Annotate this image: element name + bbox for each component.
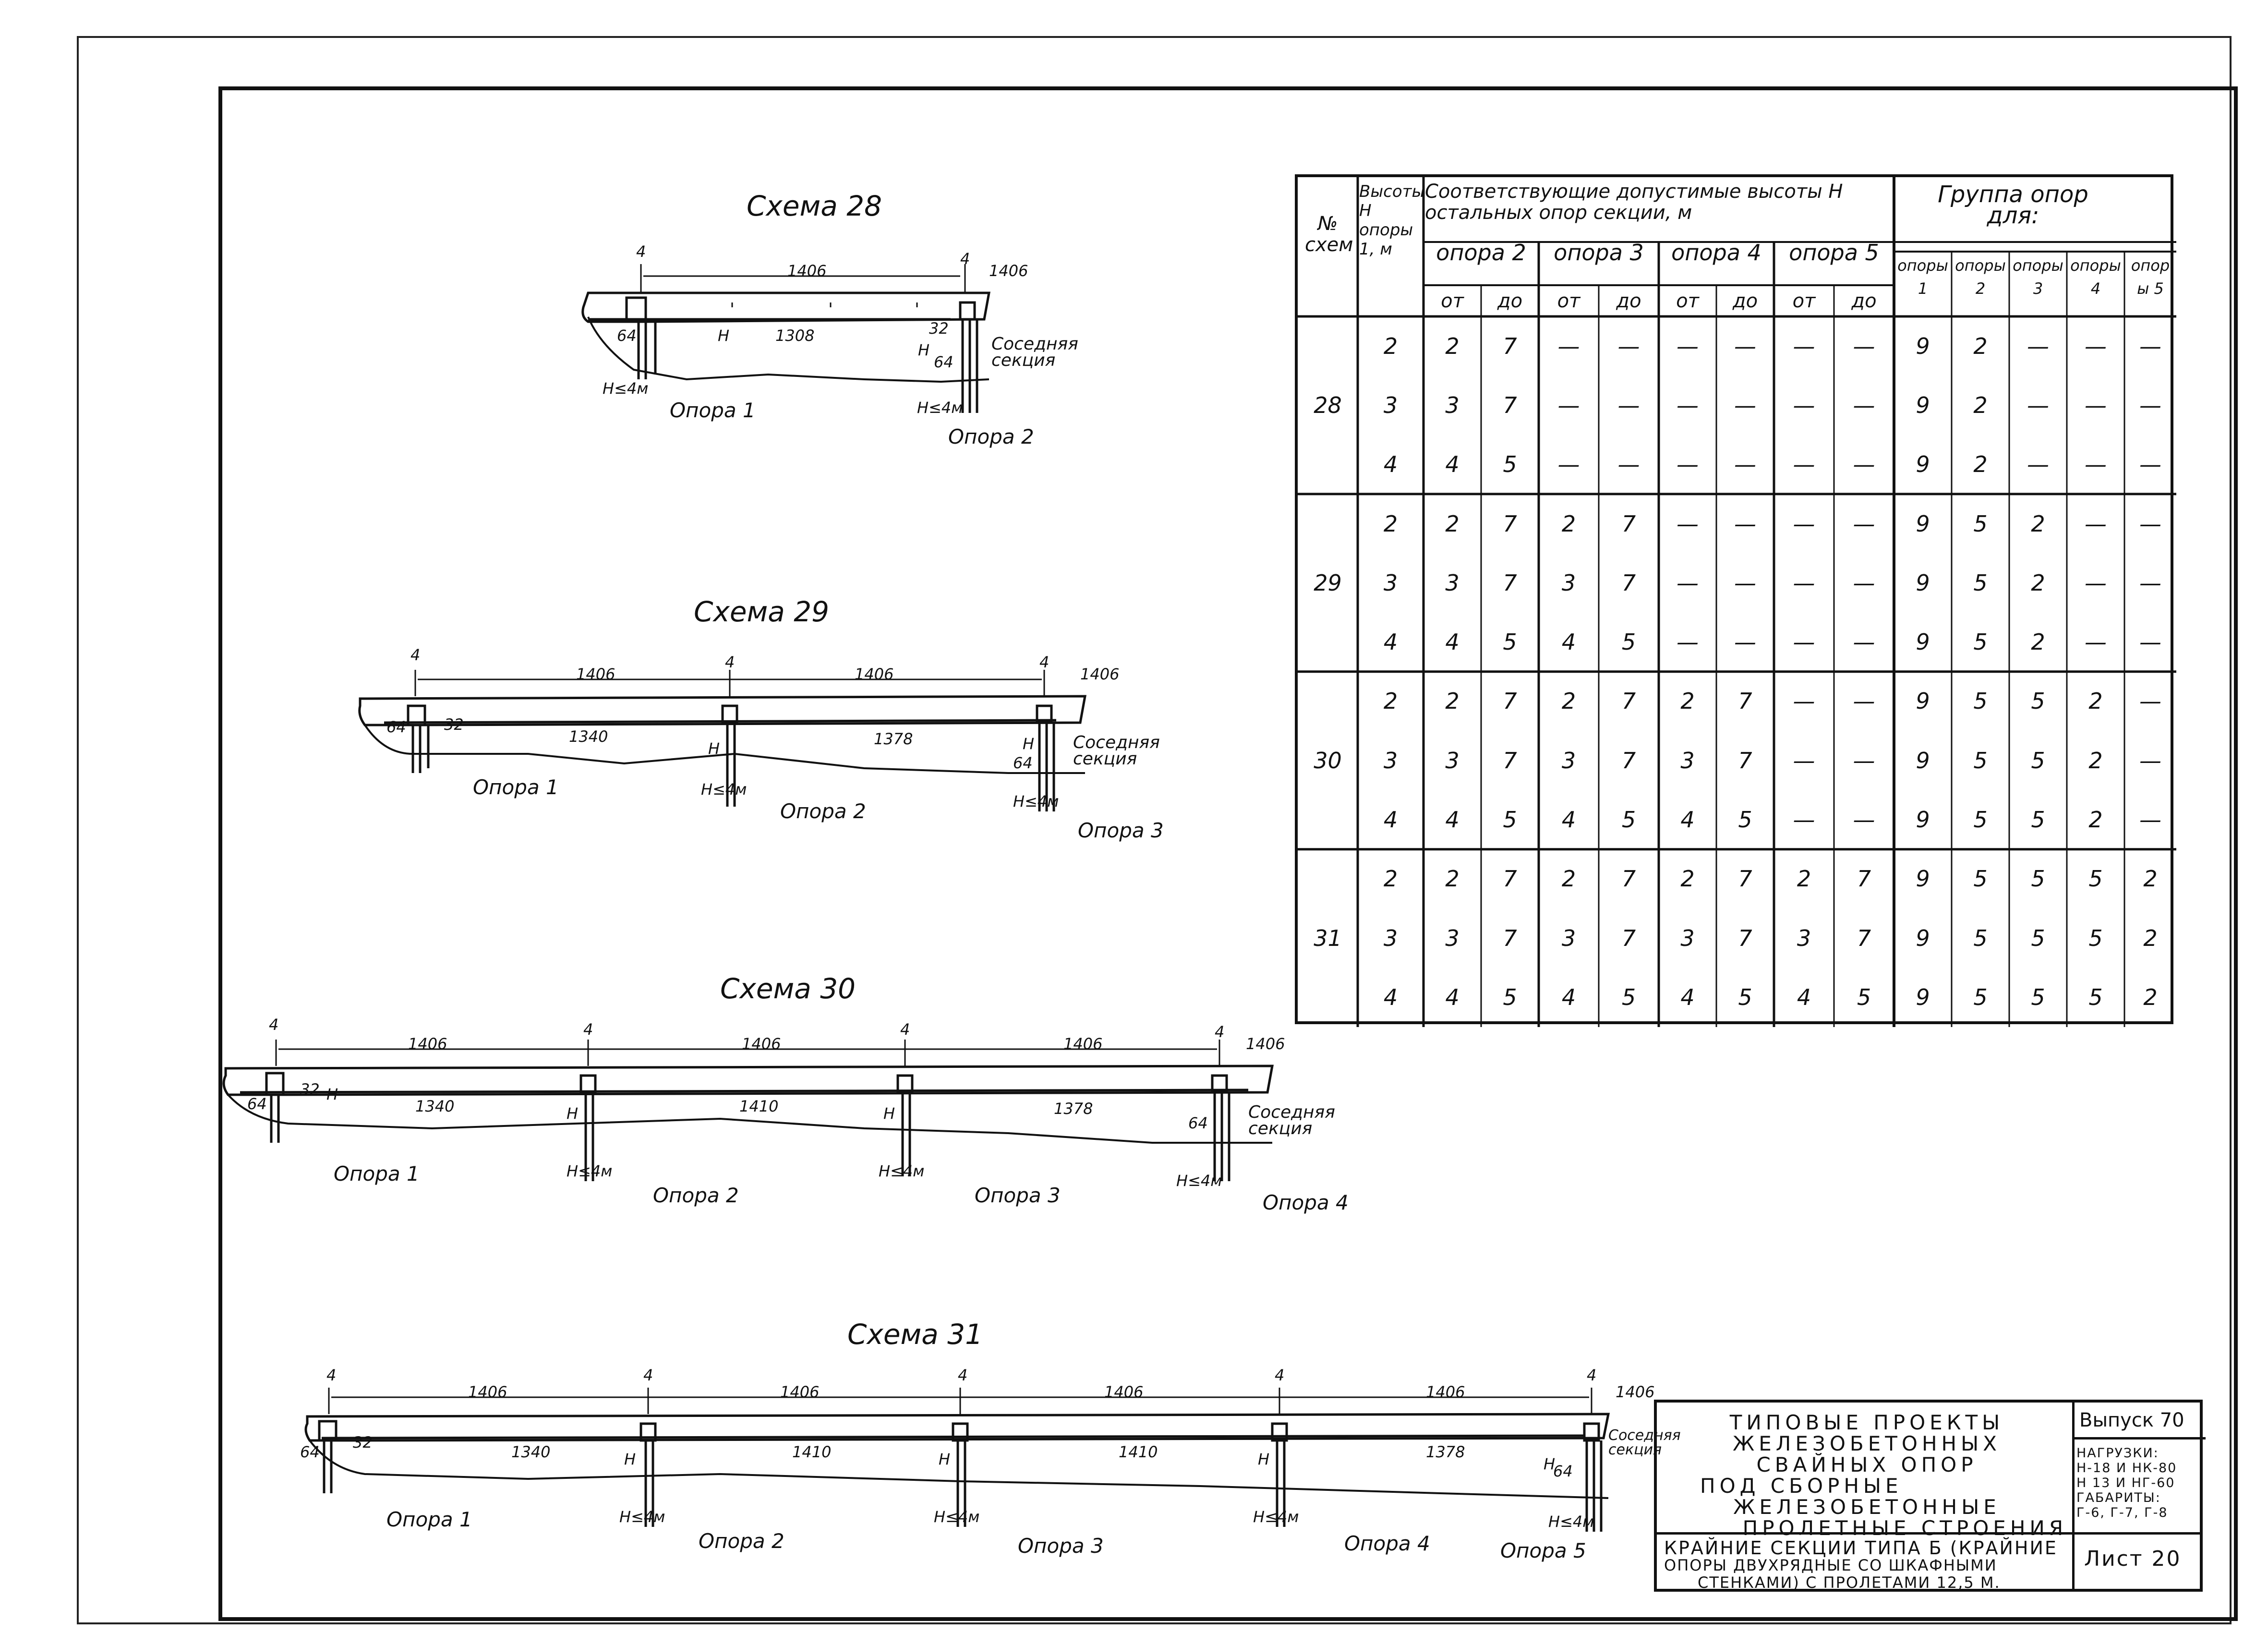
table-cell-value: 2 [1445,510,1460,537]
table-cell-height: 4 [1383,451,1398,478]
header-group-2: опоры 2 [1955,256,2006,298]
table-cell-value: — [1793,688,1815,714]
table-cell-group: 2 [2143,984,2158,1010]
table-cell-group: 2 [1973,333,1988,359]
table-cell-group: 5 [2088,984,2103,1010]
scheme-28-dim: 32 [929,319,949,338]
table-cell-value: 4 [1680,807,1695,833]
table-cell-value: 4 [1561,629,1576,655]
table-cell-group: — [2139,747,2161,774]
table-cell-value: 7 [1621,569,1636,596]
table-cell-value: 2 [1680,866,1695,892]
table-cell-value: — [1677,569,1699,596]
title-block [1654,1400,2203,1592]
scheme-31-dim: 1340 [511,1443,551,1461]
scheme-30-neighbor-label: Соседняя секция [1248,1102,1335,1138]
header-group-5: опоры 5 [2131,256,2170,298]
table-cell-value: 7 [1621,747,1636,774]
scheme-31-dim: 1410 [1119,1443,1158,1461]
subheader-ot: от [1441,290,1464,312]
table-cell-value: 5 [1503,807,1517,833]
table-cell-value: 3 [1797,925,1811,951]
table-cell-value: — [1617,451,1640,478]
table-cell-value: — [1734,451,1756,478]
header-opora3: опора 3 [1554,240,1644,266]
scheme-30-dim: 4 [583,1020,593,1039]
scheme-31-dim: 4 [643,1366,653,1384]
scheme-31-dim: H≤4м [1548,1512,1594,1531]
table-cell-group: 9 [1916,747,1930,774]
scheme-28-support-label: Опора 2 [948,425,1034,448]
table-cell-value: — [1853,392,1875,418]
stamp-loads: НАГРУЗКИ: Н-18 И НК-80 Н 13 И НГ-60 ГАБАРИТЫ: Г-6, Г-7, Г-8 [2076,1446,2177,1520]
table-cell-value: — [1734,510,1756,537]
table-cell-value: 3 [1561,569,1576,596]
scheme-31-dim: 1406 [780,1383,820,1401]
table-cell-value: — [1853,510,1875,537]
header-support-group: Группа опор для: [1938,181,2088,229]
scheme-31-dim: H [624,1450,636,1468]
table-cell-group: 2 [2143,866,2158,892]
scheme-30-support-label: Опора 2 [653,1184,739,1207]
table-cell-scheme: 29 [1314,569,1342,596]
scheme-31-dim: 1406 [1104,1383,1144,1401]
scheme-28-dim: 1406 [787,262,827,280]
table-cell-group: — [2139,688,2161,714]
table-cell-value: — [1793,569,1815,596]
table-cell-value: 7 [1738,925,1752,951]
table-cell-group: — [2085,629,2107,655]
table-cell-value: 4 [1561,984,1576,1010]
table-cell-value: 4 [1680,984,1695,1010]
table-cell-value: 7 [1738,866,1752,892]
scheme-31-dim: 4 [1587,1366,1597,1384]
table-cell-group: 5 [2031,866,2045,892]
table-cell-group: 9 [1916,866,1930,892]
scheme-29-dim: 64 [1013,754,1033,772]
scheme-31-dim: 1410 [792,1443,832,1461]
scheme-29-dim: 4 [410,646,421,664]
scheme-28-dim: 64 [934,353,953,371]
scheme-28-dim: 1308 [775,327,815,345]
subheader-do: до [1851,290,1877,312]
scheme-28-dim: 4 [960,250,970,268]
table-cell-value: 3 [1561,925,1576,951]
table-cell-group: 9 [1916,569,1930,596]
header-opora2: опора 2 [1436,240,1526,266]
table-cell-value: 7 [1503,392,1517,418]
table-cell-value: — [1793,392,1815,418]
table-cell-value: — [1793,629,1815,655]
table-cell-value: — [1677,392,1699,418]
table-cell-value: — [1677,510,1699,537]
table-cell-group: 5 [1973,984,1988,1010]
table-cell-value: — [1853,451,1875,478]
scheme-29-dim: 64 [386,718,406,736]
table-cell-height: 3 [1383,569,1398,596]
scheme-30-support-label: Опора 3 [975,1184,1061,1207]
table-cell-value: 2 [1445,688,1460,714]
table-cell-scheme: 28 [1314,392,1342,418]
scheme-28-dim: 64 [617,327,637,345]
table-cell-value: 5 [1738,807,1752,833]
heights-table [1295,174,2173,1024]
table-cell-value: 5 [1621,807,1636,833]
table-cell-group: 5 [1973,925,1988,951]
table-cell-height: 3 [1383,747,1398,774]
table-cell-value: 2 [1797,866,1811,892]
table-cell-group: — [2139,510,2161,537]
table-cell-group: 5 [2088,866,2103,892]
scheme-28-dim: H≤4м [917,399,963,417]
scheme-30-dim: 1410 [739,1097,779,1115]
table-cell-group: — [2085,392,2107,418]
scheme-29-dim: 4 [1039,653,1050,671]
table-cell-value: — [1853,747,1875,774]
scheme-30-dim: H [326,1085,338,1103]
table-cell-value: 5 [1621,984,1636,1010]
table-cell-group: — [2139,569,2161,596]
table-cell-value: — [1853,333,1875,359]
table-cell-value: 7 [1738,688,1752,714]
table-cell-value: 4 [1445,807,1460,833]
table-cell-group: 5 [2031,807,2045,833]
table-cell-group: 9 [1916,984,1930,1010]
table-cell-group: 5 [2031,984,2045,1010]
table-cell-group: 2 [2088,747,2103,774]
table-cell-value: — [1853,629,1875,655]
scheme-30-dim: H≤4м [879,1162,925,1180]
scheme-30-dim: 1406 [1246,1035,1285,1053]
scheme-30-support-label: Опора 4 [1263,1191,1349,1214]
scheme-30-dim: H≤4м [1176,1172,1222,1190]
table-cell-group: 2 [2143,925,2158,951]
scheme-28-support-label: Опора 1 [670,399,756,422]
table-cell-height: 3 [1383,925,1398,951]
table-cell-height: 2 [1383,510,1398,537]
table-cell-height: 2 [1383,688,1398,714]
scheme-31-dim: H [1544,1455,1556,1473]
table-cell-value: — [1853,688,1875,714]
table-cell-value: — [1677,451,1699,478]
table-cell-height: 2 [1383,866,1398,892]
header-heights-group: Соответствующие допустимые высоты H остальных опор секции, м [1425,181,1843,224]
table-cell-height: 4 [1383,629,1398,655]
table-cell-value: — [1734,392,1756,418]
scheme-29-dim: 32 [444,715,464,734]
table-cell-group: — [2139,629,2161,655]
table-cell-group: — [2027,392,2049,418]
stamp-issue: Выпуск 70 [2079,1409,2184,1431]
table-cell-value: 5 [1738,984,1752,1010]
scheme-29-neighbor-label: Соседняя секция [1073,733,1160,769]
table-cell-value: — [1793,747,1815,774]
table-cell-value: 7 [1503,333,1517,359]
table-cell-value: 4 [1797,984,1811,1010]
header-opora4: опора 4 [1671,240,1761,266]
scheme-29-dim: 1406 [576,665,615,683]
table-cell-value: 7 [1503,866,1517,892]
table-cell-value: — [1853,807,1875,833]
stamp-title: ТИПОВЫЕ ПРОЕКТЫ ЖЕЛЕЗОБЕТОННЫХ СВАЙНЫХ ОПОР ПОД СБОРНЫЕ ЖЕЛЕЗОБЕТОННЫЕ ПРОЛЕТНЫЕ СТРОЕНИЯ [1700,1411,2067,1540]
scheme-29-support-label: Опора 2 [780,799,866,823]
scheme-28-dim: H≤4м [603,379,649,398]
scheme-31-dim: 4 [958,1366,968,1384]
table-cell-value: — [1793,451,1815,478]
table-cell-value: 3 [1445,569,1460,596]
table-cell-value: 3 [1445,392,1460,418]
table-cell-group: 2 [2088,688,2103,714]
scheme-31-dim: H≤4м [619,1508,665,1526]
scheme-29-dim: 1378 [874,730,913,748]
scheme-30-dim: 1340 [415,1097,455,1115]
table-cell-group: 5 [1973,866,1988,892]
table-cell-group: 2 [2031,629,2045,655]
scheme-29-dim: 4 [725,653,735,671]
table-cell-value: 4 [1445,629,1460,655]
scheme-29-dim: H≤4м [1013,792,1059,810]
scheme-31-dim: H [939,1450,951,1468]
scheme-30-dim: 64 [1188,1114,1208,1132]
table-cell-value: 5 [1503,984,1517,1010]
table-cell-group: 9 [1916,510,1930,537]
header-group-4: опоры 4 [2070,256,2121,298]
scheme-28-dim: 4 [636,242,646,261]
table-cell-group: — [2085,451,2107,478]
scheme-30-dim: H≤4м [567,1162,613,1180]
table-cell-group: 9 [1916,333,1930,359]
table-cell-value: — [1557,392,1580,418]
table-cell-value: — [1734,569,1756,596]
scheme-29-dim: H [708,739,720,758]
header-group-1: опоры 1 [1897,256,1948,298]
table-cell-group: — [2085,333,2107,359]
table-cell-group: 5 [2031,747,2045,774]
table-cell-value: 7 [1857,866,1871,892]
table-cell-value: 2 [1445,866,1460,892]
scheme-30-dim: 1406 [742,1035,781,1053]
table-cell-value: 3 [1445,747,1460,774]
table-cell-value: 4 [1445,451,1460,478]
scheme-31-dim: 1406 [1426,1383,1465,1401]
table-cell-value: — [1617,333,1640,359]
table-cell-value: 7 [1621,925,1636,951]
table-cell-value: 5 [1857,984,1871,1010]
scheme-31-dim: H≤4м [934,1508,980,1526]
scheme-30-support-label: Опора 1 [334,1162,420,1185]
table-cell-scheme: 31 [1314,925,1342,951]
scheme-28-neighbor-label: Соседняя секция [991,334,1078,370]
scheme-31-dim: 64 [300,1443,320,1461]
table-cell-group: — [2139,807,2161,833]
table-cell-value: 3 [1445,925,1460,951]
scheme-28-dim: H [918,341,930,359]
scheme-31-support-label: Опора 5 [1500,1539,1586,1562]
scheme-31-dim: 64 [1553,1462,1573,1480]
table-cell-value: 7 [1503,510,1517,537]
table-cell-group: 5 [1973,688,1988,714]
table-cell-group: 9 [1916,392,1930,418]
scheme-30-dim: 32 [300,1080,320,1099]
scheme-31-dim: H [1258,1450,1270,1468]
scheme-28-dim: 1406 [989,262,1028,280]
scheme-31-dim: 4 [326,1366,337,1384]
header-scheme-no: № схем [1305,213,1353,256]
scheme-30-dim: 4 [1215,1023,1225,1041]
table-cell-value: 2 [1561,866,1576,892]
scheme-31-title: Схема 31 [847,1318,983,1351]
table-cell-group: 5 [2088,925,2103,951]
scheme-29-dim: 1406 [855,665,894,683]
header-height-h: Высоты H опоры 1, м [1359,182,1425,259]
table-cell-height: 4 [1383,984,1398,1010]
table-cell-height: 2 [1383,333,1398,359]
table-cell-group: — [2085,510,2107,537]
scheme-31-support-label: Опора 3 [1018,1534,1104,1558]
table-cell-value: — [1557,333,1580,359]
table-cell-group: — [2027,451,2049,478]
table-cell-value: 7 [1621,688,1636,714]
scheme-29-support-label: Опора 3 [1078,819,1164,842]
table-cell-group: 5 [2031,688,2045,714]
subheader-ot: от [1676,290,1699,312]
table-cell-group: 5 [1973,510,1988,537]
table-cell-group: 9 [1916,925,1930,951]
table-cell-group: — [2085,569,2107,596]
scheme-30-dim: 64 [247,1095,267,1113]
scheme-28-dim: H [718,327,730,345]
table-cell-height: 3 [1383,392,1398,418]
table-cell-group: 5 [1973,747,1988,774]
table-cell-value: 2 [1680,688,1695,714]
scheme-30-dim: 1378 [1054,1100,1093,1118]
subheader-do: до [1616,290,1641,312]
scheme-30-title: Схема 30 [720,972,856,1005]
scheme-31-dim: 1378 [1426,1443,1465,1461]
scheme-31-support-label: Опора 4 [1344,1532,1430,1555]
table-cell-group: — [2139,392,2161,418]
stamp-description: КРАЙНИЕ СЕКЦИИ ТИПА Б (КРАЙНИЕ ОПОРЫ ДВУХРЯДНЫЕ СО ШКАФНЫМИ СТЕНКАМИ) С ПРОЛЕТАМИ 12,5 М. [1664,1537,2058,1592]
table-cell-value: — [1734,333,1756,359]
table-cell-value: — [1557,451,1580,478]
scheme-31-dim: 32 [353,1433,373,1451]
table-cell-value: 7 [1621,866,1636,892]
table-cell-value: — [1677,333,1699,359]
scheme-30-dim: H [883,1104,895,1123]
scheme-31-dim: 4 [1275,1366,1285,1384]
table-cell-value: 5 [1503,451,1517,478]
table-cell-group: 5 [1973,569,1988,596]
subheader-ot: от [1792,290,1816,312]
scheme-30-dim: H [567,1104,579,1123]
scheme-31-dim: 1406 [468,1383,507,1401]
table-cell-value: — [1793,807,1815,833]
table-cell-group: 2 [2088,807,2103,833]
scheme-28-title: Схема 28 [747,190,882,222]
table-cell-value: 7 [1857,925,1871,951]
table-cell-value: 2 [1561,688,1576,714]
table-cell-value: 3 [1680,925,1695,951]
scheme-29-dim: H≤4м [701,780,747,798]
scheme-30-dim: 4 [269,1016,279,1034]
table-cell-group: 9 [1916,807,1930,833]
scheme-30-dim: 1406 [408,1035,447,1053]
table-cell-value: 7 [1503,569,1517,596]
table-cell-group: 5 [1973,629,1988,655]
table-cell-height: 4 [1383,807,1398,833]
scheme-31-support-label: Опора 1 [386,1508,472,1531]
table-cell-group: 2 [2031,510,2045,537]
table-cell-value: 3 [1680,747,1695,774]
table-cell-value: 5 [1503,629,1517,655]
table-cell-value: 4 [1561,807,1576,833]
scheme-29-title: Схема 29 [694,595,830,628]
table-cell-value: 2 [1445,333,1460,359]
scheme-30-dim: 4 [900,1020,910,1039]
table-cell-group: 2 [1973,451,1988,478]
table-cell-value: — [1617,392,1640,418]
table-cell-value: — [1677,629,1699,655]
table-cell-scheme: 30 [1314,747,1342,774]
table-cell-value: 2 [1561,510,1576,537]
scheme-29-dim: 1406 [1080,665,1120,683]
subheader-do: до [1497,290,1523,312]
table-cell-value: 7 [1503,925,1517,951]
subheader-ot: от [1557,290,1580,312]
table-cell-value: 7 [1503,747,1517,774]
table-cell-group: 9 [1916,688,1930,714]
scheme-31-dim: H≤4м [1253,1508,1299,1526]
table-cell-value: 3 [1561,747,1576,774]
table-cell-value: 5 [1621,629,1636,655]
table-cell-group: 5 [1973,807,1988,833]
scheme-31-dim: 1406 [1616,1383,1655,1401]
table-cell-group: — [2139,333,2161,359]
table-cell-value: 4 [1445,984,1460,1010]
table-cell-group: 5 [2031,925,2045,951]
header-opora5: опора 5 [1789,240,1879,266]
table-cell-group: — [2027,333,2049,359]
subheader-do: до [1732,290,1758,312]
header-group-3: опоры 3 [2013,256,2063,298]
table-cell-group: 2 [1973,392,1988,418]
table-cell-value: — [1853,569,1875,596]
table-cell-group: — [2139,451,2161,478]
table-cell-value: 7 [1738,747,1752,774]
stamp-sheet-number: Лист 20 [2084,1547,2182,1571]
table-cell-value: — [1793,333,1815,359]
table-cell-group: 9 [1916,629,1930,655]
scheme-29-support-label: Опора 1 [473,775,559,799]
table-cell-value: — [1793,510,1815,537]
table-cell-value: 7 [1503,688,1517,714]
table-cell-group: 9 [1916,451,1930,478]
scheme-30-dim: 1406 [1063,1035,1103,1053]
table-cell-value: 7 [1621,510,1636,537]
scheme-29-dim: H [1023,735,1035,753]
scheme-31-support-label: Опора 2 [699,1529,784,1553]
table-cell-value: — [1734,629,1756,655]
scheme-31-neighbor-label: Соседняя секция [1608,1427,1681,1458]
scheme-29-dim: 1340 [569,727,608,746]
table-cell-group: 2 [2031,569,2045,596]
